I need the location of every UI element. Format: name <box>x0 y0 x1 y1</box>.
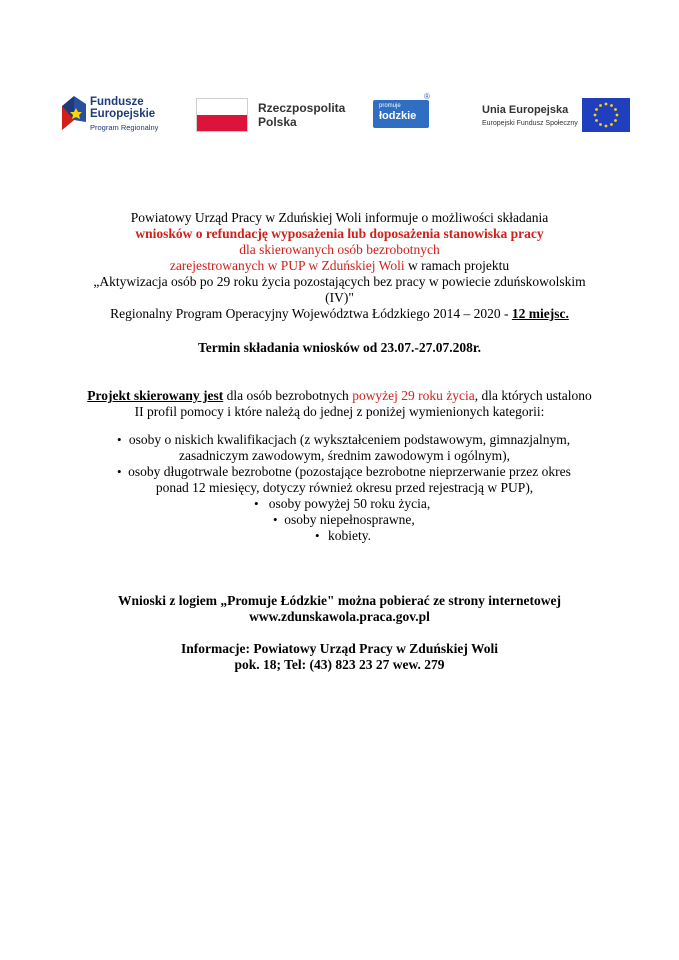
intro-line-5 <box>0 274 679 290</box>
website-url: www.zdunskawola.praca.gov.pl <box>249 609 430 624</box>
project-title-end: (IV)" <box>325 290 354 305</box>
intro-text-4b: w ramach projektu <box>404 258 510 273</box>
rp-line2: Polska <box>258 115 297 129</box>
logo-strip <box>0 92 679 142</box>
pl-big: łodzkie <box>379 110 417 122</box>
fe-line1: Fundusze <box>90 96 144 108</box>
info-contact: pok. 18; Tel: (43) 823 23 27 wew. 279 <box>234 657 445 672</box>
info-office: Informacje: Powiatowy Urząd Pracy w Zduńskiej Woli <box>181 641 498 656</box>
bullet-2-line-1 <box>0 464 679 480</box>
bullet-1-line-1 <box>0 432 679 448</box>
bullet-1-text-2: zasadniczym zawodowym, średnim zawodowym i ogólnym), <box>178 448 511 463</box>
bullet-2-line-2 <box>0 480 679 496</box>
target-line-2 <box>0 404 679 420</box>
intro-line-1 <box>0 210 679 226</box>
ue-line2: Europejski Fundusz Społeczny <box>482 120 578 127</box>
unia-europejska-logo <box>482 98 632 136</box>
intro-text-4a: zarejestrowanych w PUP w Zduńskiej Woli <box>169 258 405 273</box>
info-line-2 <box>0 657 679 673</box>
deadline <box>0 340 679 356</box>
download-line-1 <box>0 593 679 609</box>
target-text-2: II profil pomocy i które należą do jednej z poniżej wymienionych kategorii: <box>134 404 545 419</box>
intro-text-2: wniosków o refundację wyposażenia lub doposażenia stanowiska pracy <box>135 226 544 241</box>
rzeczpospolita-polska-logo <box>196 98 356 136</box>
bullet-marker-4: • <box>273 512 278 527</box>
bullet-1-text-1: osoby o niskich kwalifikacjach (z wykształceniem podstawowym, gimnazjalnym, <box>128 432 571 447</box>
rp-line1: Rzeczpospolita <box>258 101 346 115</box>
intro-text-3: dla skierowanych osób bezrobotnych <box>239 242 440 257</box>
promuje-lodzkie-logo <box>373 92 433 130</box>
registered-mark: ® <box>424 92 430 101</box>
bullet-4-text: osoby niepełnosprawne, <box>284 512 415 527</box>
target-text-b: dla osób bezrobotnych <box>223 388 353 403</box>
ue-line1: Unia Europejska <box>482 104 569 116</box>
download-text: Wnioski z logiem „Promuje Łódzkie" można pobierać ze strony internetowej <box>117 593 562 608</box>
intro-line-7 <box>0 306 679 322</box>
intro-line-3 <box>0 242 679 258</box>
bullet-marker-1: • <box>117 432 122 447</box>
target-line-1 <box>0 388 679 404</box>
bullet-5-text: kobiety. <box>328 528 371 543</box>
intro-line-2 <box>0 226 679 242</box>
fundusze-europejskie-icon <box>60 92 88 132</box>
bullet-3 <box>0 496 679 512</box>
program-name: Regionalny Program Operacyjny Województwa Łódzkiego 2014 – 2020 - <box>110 306 512 321</box>
bullet-2-text-1: osoby długotrwale bezrobotne (pozostające bezrobotne nieprzerwanie przez okres <box>128 464 571 479</box>
fe-line2: Europejskie <box>90 108 156 120</box>
bullet-marker-2: • <box>117 464 122 479</box>
target-age: powyżej 29 roku życia <box>352 388 475 403</box>
bullet-3-text: osoby powyżej 50 roku życia, <box>268 496 431 511</box>
info-line-1 <box>0 641 679 657</box>
bullet-1-line-2 <box>0 448 679 464</box>
poland-flag-icon <box>196 98 248 132</box>
intro-line-4 <box>0 258 679 274</box>
eu-flag-icon <box>582 98 630 132</box>
bullet-marker-3: • <box>254 496 259 511</box>
bullet-marker-5: • <box>315 528 320 543</box>
fe-line3: Program Regionalny <box>90 123 159 132</box>
intro-text-1: Powiatowy Urząd Pracy w Zduńskiej Woli informuje o możliwości składania <box>130 210 549 225</box>
bullet-2-text-2: ponad 12 miesięcy, dotyczy również okresu przed rejestracją w PUP), <box>155 480 534 495</box>
project-title: „Aktywizacja osób po 29 roku życia pozostających bez pracy w powiecie zduńskowolskim <box>93 274 586 289</box>
target-text-d: , dla których ustalono <box>474 388 592 403</box>
bullet-4 <box>0 512 679 528</box>
download-line-2 <box>0 609 679 625</box>
pl-small: promuje <box>379 103 401 109</box>
bullet-5 <box>0 528 679 544</box>
fundusze-europejskie-logo <box>60 92 180 140</box>
deadline-text: Termin składania wniosków od 23.07.-27.07.208r. <box>198 340 481 355</box>
places-count: 12 miejsc. <box>511 306 569 321</box>
intro-line-6 <box>0 290 679 306</box>
target-heading: Projekt skierowany jest <box>87 388 224 403</box>
